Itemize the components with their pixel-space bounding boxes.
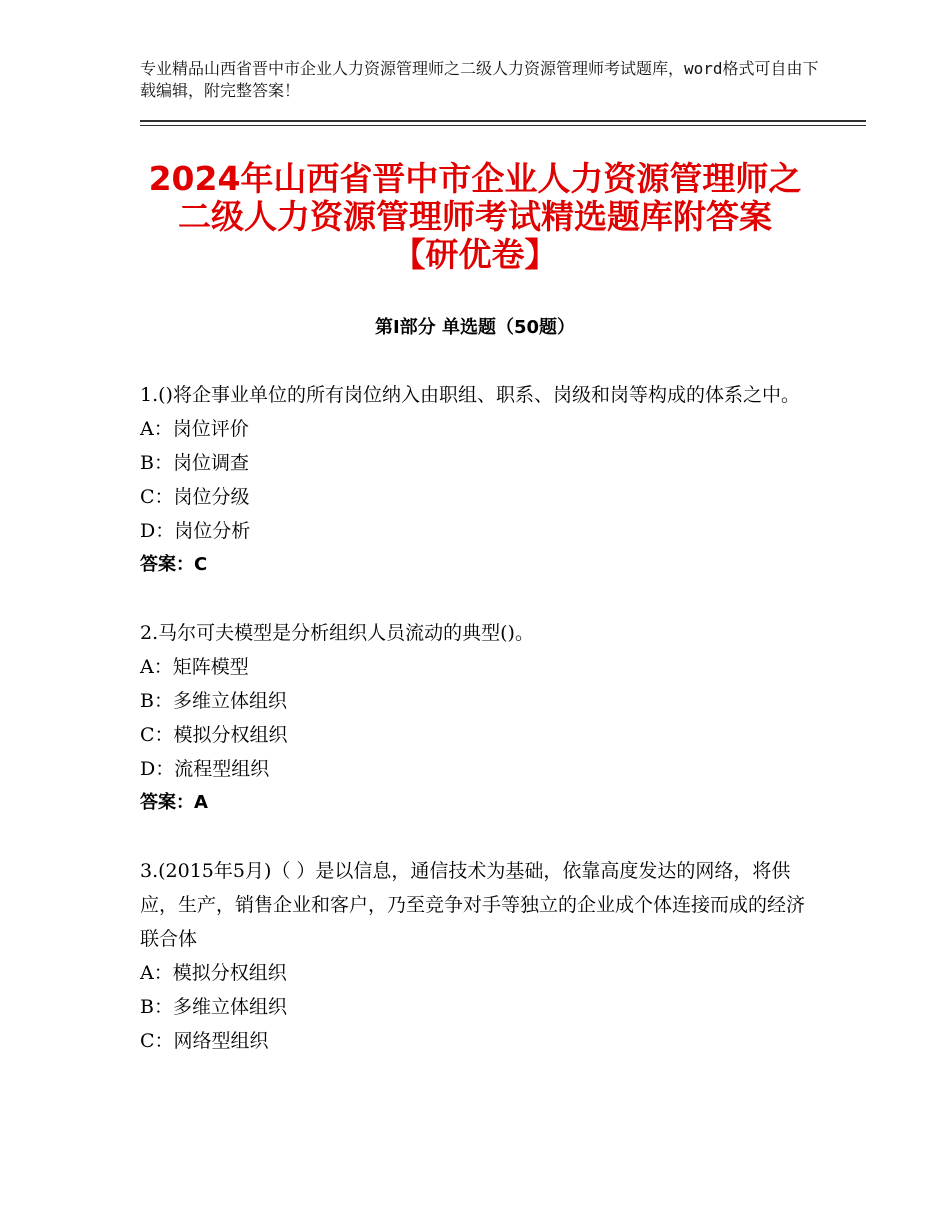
option-a: A：岗位评价 [140,418,249,440]
header-note: 专业精品山西省晋中市企业人力资源管理师之二级人力资源管理师考试题库，word格式可自由下载编辑，附完整答案！ [140,59,819,100]
option-b: B：多维立体组织 [140,690,287,712]
section-title: 第Ⅰ部分 单选题（50题） [374,317,575,338]
question-3 [140,854,820,1058]
option-d: D：岗位分析 [140,520,251,542]
question-list [140,378,820,1092]
option-c: C：模拟分权组织 [140,724,288,746]
question-stem: 3.(2015年5月)（ ）是以信息，通信技术为基础，依靠高度发达的网络，将供应，生产，销售企业和客户，乃至竞争对手等独立的企业成个体连接而成的经济联合体 [140,860,806,950]
option-b: B：多维立体组织 [140,996,287,1018]
title-line-2: 二级人力资源管理师考试精选题库附答案 [178,197,772,236]
answer: 答案：A [140,792,208,813]
option-b: B：岗位调查 [140,452,249,474]
question-stem: 2.马尔可夫模型是分析组织人员流动的典型()。 [140,622,534,644]
header-divider [140,120,866,126]
option-d: D：流程型组织 [140,758,270,780]
question-1 [140,378,820,582]
answer: 答案：C [140,554,208,575]
option-c: C：网络型组织 [140,1030,269,1052]
option-a: A：矩阵模型 [140,656,249,678]
question-stem: 1.()将企事业单位的所有岗位纳入由职组、职系、岗级和岗等构成的体系之中。 [140,384,800,406]
question-2 [140,616,820,820]
title-line-1: 2024年山西省晋中市企业人力资源管理师之 [148,159,802,198]
option-c: C：岗位分级 [140,486,250,508]
title-line-3: 【研优卷】 [392,235,558,274]
option-a: A：模拟分权组织 [140,962,287,984]
document-title [100,160,850,274]
